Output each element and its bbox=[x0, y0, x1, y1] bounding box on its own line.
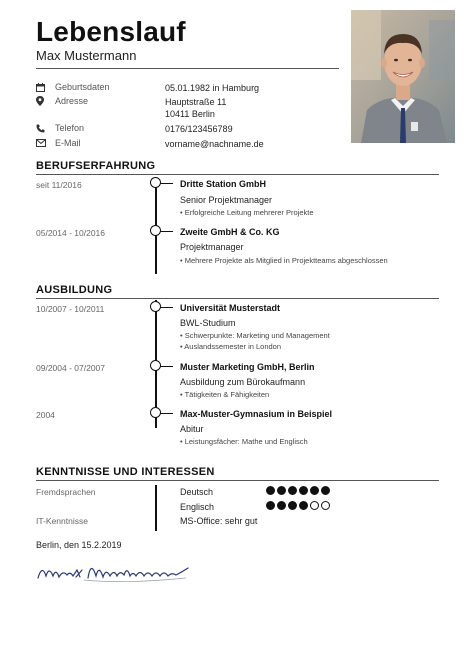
header-divider bbox=[36, 68, 339, 69]
rating-dot-empty bbox=[310, 501, 319, 510]
rating-dot-empty bbox=[321, 501, 330, 510]
entry-company: Universität Musterstadt bbox=[180, 303, 281, 313]
section-title-experience: BERUFSERFAHRUNG bbox=[36, 160, 156, 172]
entry-company: Dritte Station GmbH bbox=[180, 179, 267, 189]
person-name: Max Mustermann bbox=[36, 48, 137, 63]
entry-role: Senior Projektmanager bbox=[180, 195, 273, 205]
entry-role: BWL-Studium bbox=[180, 318, 236, 328]
rating-dot-filled bbox=[288, 501, 297, 510]
timeline-connector bbox=[160, 307, 173, 308]
language-rating bbox=[266, 486, 330, 495]
rating-dot-filled bbox=[277, 501, 286, 510]
email-label: E-Mail bbox=[55, 138, 81, 148]
address-line2: 10411 Berlin bbox=[165, 109, 215, 119]
rating-dot-filled bbox=[299, 486, 308, 495]
entry-bullet: • Erfolgreiche Leitung mehrerer Projekte bbox=[180, 208, 314, 217]
profile-photo bbox=[351, 10, 455, 143]
rating-dot-filled bbox=[266, 501, 275, 510]
entry-bullet: • Leistungsfächer: Mathe und Englisch bbox=[180, 437, 308, 446]
rating-dot-filled bbox=[299, 501, 308, 510]
entry-date: 10/2007 - 10/2011 bbox=[36, 304, 105, 314]
timeline-connector bbox=[160, 413, 173, 414]
entry-role: Abitur bbox=[180, 424, 204, 434]
address-line1: Hauptstraße 11 bbox=[165, 97, 227, 107]
envelope-icon bbox=[36, 139, 49, 147]
section-divider bbox=[36, 298, 439, 299]
birth-value: 05.01.1982 in Hamburg bbox=[165, 83, 260, 93]
phone-label: Telefon bbox=[55, 123, 85, 133]
language-name: Deutsch bbox=[180, 487, 214, 497]
entry-role: Projektmanager bbox=[180, 242, 244, 252]
it-skills-value: MS-Office: sehr gut bbox=[180, 516, 258, 526]
entry-date: 09/2004 - 07/2007 bbox=[36, 363, 106, 373]
phone-value: 0176/123456789 bbox=[165, 124, 233, 134]
birth-label: Geburtsdaten bbox=[55, 82, 110, 92]
entry-date: 05/2014 - 10/2016 bbox=[36, 228, 106, 238]
section-divider bbox=[36, 174, 439, 175]
entry-company: Max-Muster-Gymnasium in Beispiel bbox=[180, 409, 333, 419]
language-rating bbox=[266, 501, 330, 510]
page-title: Lebenslauf bbox=[36, 16, 186, 47]
entry-bullet: • Tätigkeiten & Fähigkeiten bbox=[180, 390, 270, 399]
entry-bullet: • Mehrere Projekte als Mitglied in Projektteams abgeschlossen bbox=[180, 256, 388, 265]
section-divider bbox=[36, 480, 439, 481]
personal-row-birth bbox=[36, 82, 110, 92]
calendar-icon bbox=[36, 83, 49, 92]
rating-dot-filled bbox=[310, 486, 319, 495]
entry-date: 2004 bbox=[36, 410, 55, 420]
entry-company: Zweite GmbH & Co. KG bbox=[180, 227, 280, 237]
timeline-connector bbox=[160, 183, 173, 184]
personal-row-phone bbox=[36, 123, 84, 133]
rating-dot-filled bbox=[266, 486, 275, 495]
personal-row-email bbox=[36, 138, 81, 148]
section-title-skills: KENNTNISSE UND INTERESSEN bbox=[36, 466, 215, 478]
entry-bullet: • Auslandssemester in London bbox=[180, 342, 282, 351]
location-pin-icon bbox=[36, 96, 49, 106]
timeline-connector bbox=[160, 231, 173, 232]
entry-company: Muster Marketing GmbH, Berlin bbox=[180, 362, 315, 372]
languages-label: Fremdsprachen bbox=[36, 487, 96, 497]
rating-dot-filled bbox=[321, 486, 330, 495]
place-date: Berlin, den 15.2.2019 bbox=[36, 540, 122, 550]
personal-row-address bbox=[36, 96, 88, 106]
it-skills-label: IT-Kenntnisse bbox=[36, 516, 88, 526]
signature bbox=[36, 556, 196, 591]
address-label: Adresse bbox=[55, 96, 89, 106]
entry-bullet: • Schwerpunkte: Marketing und Management bbox=[180, 331, 330, 340]
phone-icon bbox=[36, 124, 49, 133]
section-title-education: AUSBILDUNG bbox=[36, 284, 113, 296]
email-value[interactable]: vorname@nachname.de bbox=[165, 139, 264, 149]
timeline-connector bbox=[160, 366, 173, 367]
timeline-line bbox=[155, 485, 157, 531]
language-name: Englisch bbox=[180, 502, 215, 512]
rating-dot-filled bbox=[277, 486, 286, 495]
rating-dot-filled bbox=[288, 486, 297, 495]
entry-date: seit 11/2016 bbox=[36, 180, 82, 190]
entry-role: Ausbildung zum Bürokaufmann bbox=[180, 377, 306, 387]
